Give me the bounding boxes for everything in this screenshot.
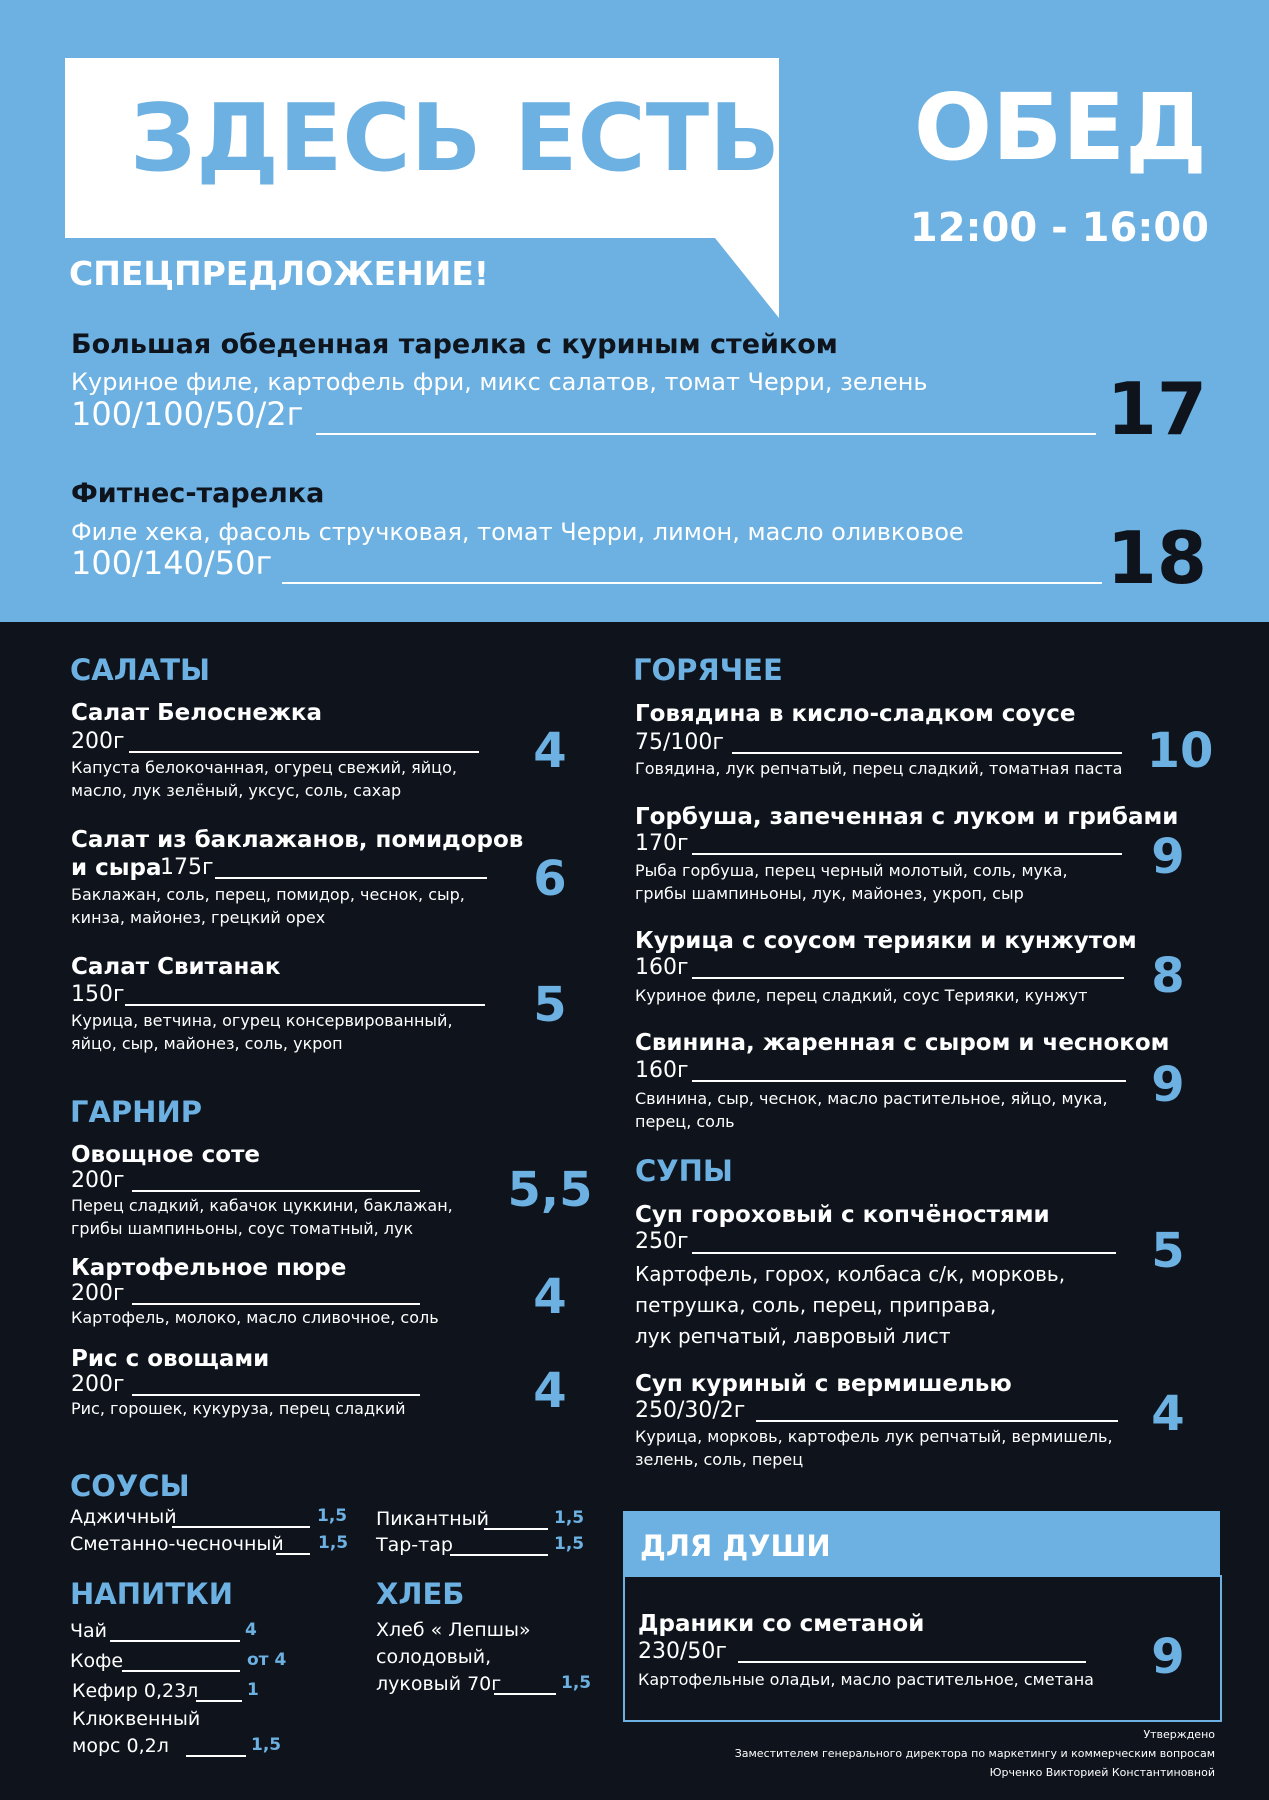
leader-line: [215, 877, 487, 879]
dish-weight: 160г: [635, 955, 689, 980]
offer-price: 18: [1106, 516, 1207, 600]
drink-price: 1,5: [251, 1735, 282, 1755]
dish-weight: 250г: [635, 1229, 689, 1254]
sauce-name: Сметанно-чесночный: [70, 1533, 284, 1555]
bread-line: Хлеб « Лепшы»: [376, 1619, 531, 1641]
lunch-title: ОБЕД: [913, 74, 1207, 181]
dish-price: 4: [533, 1269, 567, 1325]
offer-weight: 100/140/50г: [71, 544, 273, 582]
dish-description: Баклажан, соль, перец, помидор, чеснок, сыр, кинза, майонез, грецкий орех: [71, 885, 465, 927]
dish-price: 10: [1146, 723, 1214, 779]
drink-price: 1: [247, 1680, 259, 1700]
special-offer-title: СПЕЦПРЕДЛОЖЕНИЕ!: [69, 254, 489, 293]
dish-price: 5: [533, 977, 567, 1033]
offer-name: Фитнес-тарелка: [71, 478, 325, 509]
sauce-price: 1,5: [554, 1508, 585, 1528]
offer-weight: 100/100/50/2г: [71, 395, 304, 433]
offer-description: Филе хека, фасоль стручковая, томат Черри, лимон, масло оливковое: [71, 518, 964, 546]
drink-price: 4: [245, 1620, 257, 1640]
dish-description: Курица, морковь, картофель лук репчатый, вермишель, зелень, соль, перец: [635, 1427, 1113, 1469]
bread-price: 1,5: [561, 1673, 592, 1693]
dish-name: Говядина в кисло-сладком соусе: [635, 701, 1076, 727]
dish-name: Салат из баклажанов, помидоров: [71, 827, 524, 853]
section-title-hot: ГОРЯЧЕЕ: [633, 653, 783, 687]
dish-name: Картофельное пюре: [71, 1255, 347, 1281]
lunch-hours: 12:00 - 16:00: [909, 205, 1209, 251]
offer-name: Большая обеденная тарелка с куриным стейком: [71, 329, 838, 360]
section-title-garnish: ГАРНИР: [70, 1095, 202, 1129]
leader-line: [132, 1190, 420, 1192]
approval-line: Юрченко Викторией Константиновной: [989, 1766, 1215, 1779]
leader-line: [276, 1553, 310, 1555]
dish-weight: 175г: [160, 855, 214, 880]
leader-line: [756, 1420, 1118, 1422]
sauce-name: Аджичный: [70, 1506, 177, 1528]
dish-name: Свинина, жаренная с сыром и чесноком: [635, 1030, 1170, 1056]
drink-name: Кефир 0,23л: [72, 1680, 199, 1702]
dish-weight: 75/100г: [635, 730, 724, 755]
leader-line: [125, 1004, 485, 1006]
sauce-name: Тар-тар: [376, 1534, 453, 1556]
dish-description: Рыба горбуша, перец черный молотый, соль, мука, грибы шампиньоны, лук, майонез, укроп, сыр: [635, 861, 1068, 903]
dish-weight: 160г: [635, 1058, 689, 1083]
leader-line: [732, 752, 1122, 754]
leader-line: [132, 1394, 420, 1396]
drink-name-cont: морс 0,2л: [72, 1735, 169, 1757]
dish-name: Курица с соусом терияки и кунжутом: [635, 928, 1137, 954]
section-title-soups: СУПЫ: [635, 1154, 733, 1188]
sauce-name: Пикантный: [376, 1508, 490, 1530]
dish-price: 5,5: [507, 1162, 593, 1218]
dish-price: 4: [533, 723, 567, 779]
offer-leader-line: [316, 433, 1096, 435]
dish-name: Суп куриный с вермишелью: [635, 1371, 1012, 1397]
dish-description: Курица, ветчина, огурец консервированный, яйцо, сыр, майонез, соль, укроп: [71, 1011, 453, 1053]
sauce-price: 1,5: [317, 1506, 348, 1526]
section-title-drinks: НАПИТКИ: [70, 1577, 234, 1611]
dish-price: 4: [1151, 1386, 1185, 1442]
offer-leader-line: [282, 582, 1102, 584]
section-title-bread: ХЛЕБ: [376, 1577, 465, 1611]
dish-name: Суп гороховый с копчёностями: [635, 1202, 1050, 1228]
dish-weight: 200г: [71, 1168, 125, 1193]
dish-description: Рис, горошек, кукуруза, перец сладкий: [71, 1399, 406, 1418]
bread-line: солодовый,: [376, 1646, 492, 1668]
leader-line: [494, 1693, 556, 1695]
approval-line: Заместителем генерального директора по маркетингу и коммерческим вопросам: [734, 1747, 1215, 1760]
dish-price: 5: [1151, 1223, 1185, 1279]
leader-line: [172, 1526, 310, 1528]
dish-description: Картофель, молоко, масло сливочное, соль: [71, 1308, 439, 1327]
dish-name: Салат Свитанак: [71, 954, 281, 980]
dish-description: Говядина, лук репчатый, перец сладкий, томатная паста: [635, 759, 1123, 778]
drink-name: Кофе: [70, 1650, 124, 1672]
dish-weight: 200г: [71, 729, 125, 754]
dish-price: 8: [1151, 948, 1185, 1004]
leader-line: [692, 853, 1122, 855]
drink-name: Клюквенный: [72, 1708, 201, 1730]
leader-line: [738, 1661, 1086, 1663]
dish-description: Куриное филе, перец сладкий, соус Терияки, кунжут: [635, 986, 1088, 1005]
offer-description: Куриное филе, картофель фри, микс салатов, томат Черри, зелень: [71, 368, 928, 396]
leader-line: [122, 1670, 240, 1672]
dish-weight: 230/50г: [638, 1639, 727, 1664]
leader-line: [132, 1303, 420, 1305]
approval-line: Утверждено: [1143, 1728, 1215, 1741]
dish-price: 9: [1151, 1629, 1185, 1685]
dish-description: Капуста белокочанная, огурец свежий, яйцо, масло, лук зелёный, уксус, соль, сахар: [71, 758, 457, 800]
dish-weight: 200г: [71, 1372, 125, 1397]
leader-line: [196, 1700, 242, 1702]
offer-price: 17: [1106, 367, 1207, 451]
dish-name: Салат Белоснежка: [71, 700, 323, 726]
bread-line: луковый 70г: [376, 1673, 502, 1695]
dish-name: Горбуша, запеченная с луком и грибами: [635, 804, 1179, 830]
sauce-price: 1,5: [318, 1533, 349, 1553]
leader-line: [450, 1554, 548, 1556]
dish-name-cont: и сыра: [71, 855, 162, 881]
dish-price: 4: [533, 1363, 567, 1419]
dish-name: Овощное соте: [71, 1142, 260, 1168]
leader-line: [110, 1640, 240, 1642]
dish-name: Драники со сметаной: [638, 1611, 925, 1637]
leader-line: [692, 1080, 1126, 1082]
dish-price: 9: [1151, 829, 1185, 885]
dish-description: Картофельные оладьи, масло растительное, сметана: [638, 1670, 1094, 1689]
dish-description: Перец сладкий, кабачок цуккини, баклажан, грибы шампиньоны, соус томатный, лук: [71, 1196, 453, 1238]
sauce-price: 1,5: [554, 1534, 585, 1554]
drink-name: Чай: [70, 1620, 108, 1642]
leader-line: [484, 1528, 548, 1530]
dish-weight: 250/30/2г: [635, 1398, 746, 1423]
dish-name: Рис с овощами: [71, 1346, 270, 1372]
dish-description: Картофель, горох, колбаса с/к, морковь, петрушка, соль, перец, приправа, лук репчатый, лавровый лист: [635, 1262, 1066, 1348]
leader-line: [186, 1755, 246, 1757]
dish-weight: 170г: [635, 831, 689, 856]
headline: ЗДЕСЬ ЕСТЬ!: [130, 84, 823, 192]
dish-weight: 200г: [71, 1281, 125, 1306]
section-title-sauces: СОУСЫ: [70, 1469, 190, 1503]
dish-price: 6: [533, 851, 567, 907]
drink-price: от 4: [247, 1650, 287, 1670]
dish-weight: 150г: [71, 982, 125, 1007]
dish-price: 9: [1151, 1057, 1185, 1113]
section-title-salads: САЛАТЫ: [70, 653, 211, 687]
leader-line: [129, 751, 479, 753]
dish-description: Свинина, сыр, чеснок, масло растительное, яйцо, мука, перец, соль: [635, 1089, 1108, 1131]
section-title-soul: ДЛЯ ДУШИ: [640, 1529, 831, 1563]
leader-line: [692, 977, 1124, 979]
leader-line: [692, 1252, 1116, 1254]
